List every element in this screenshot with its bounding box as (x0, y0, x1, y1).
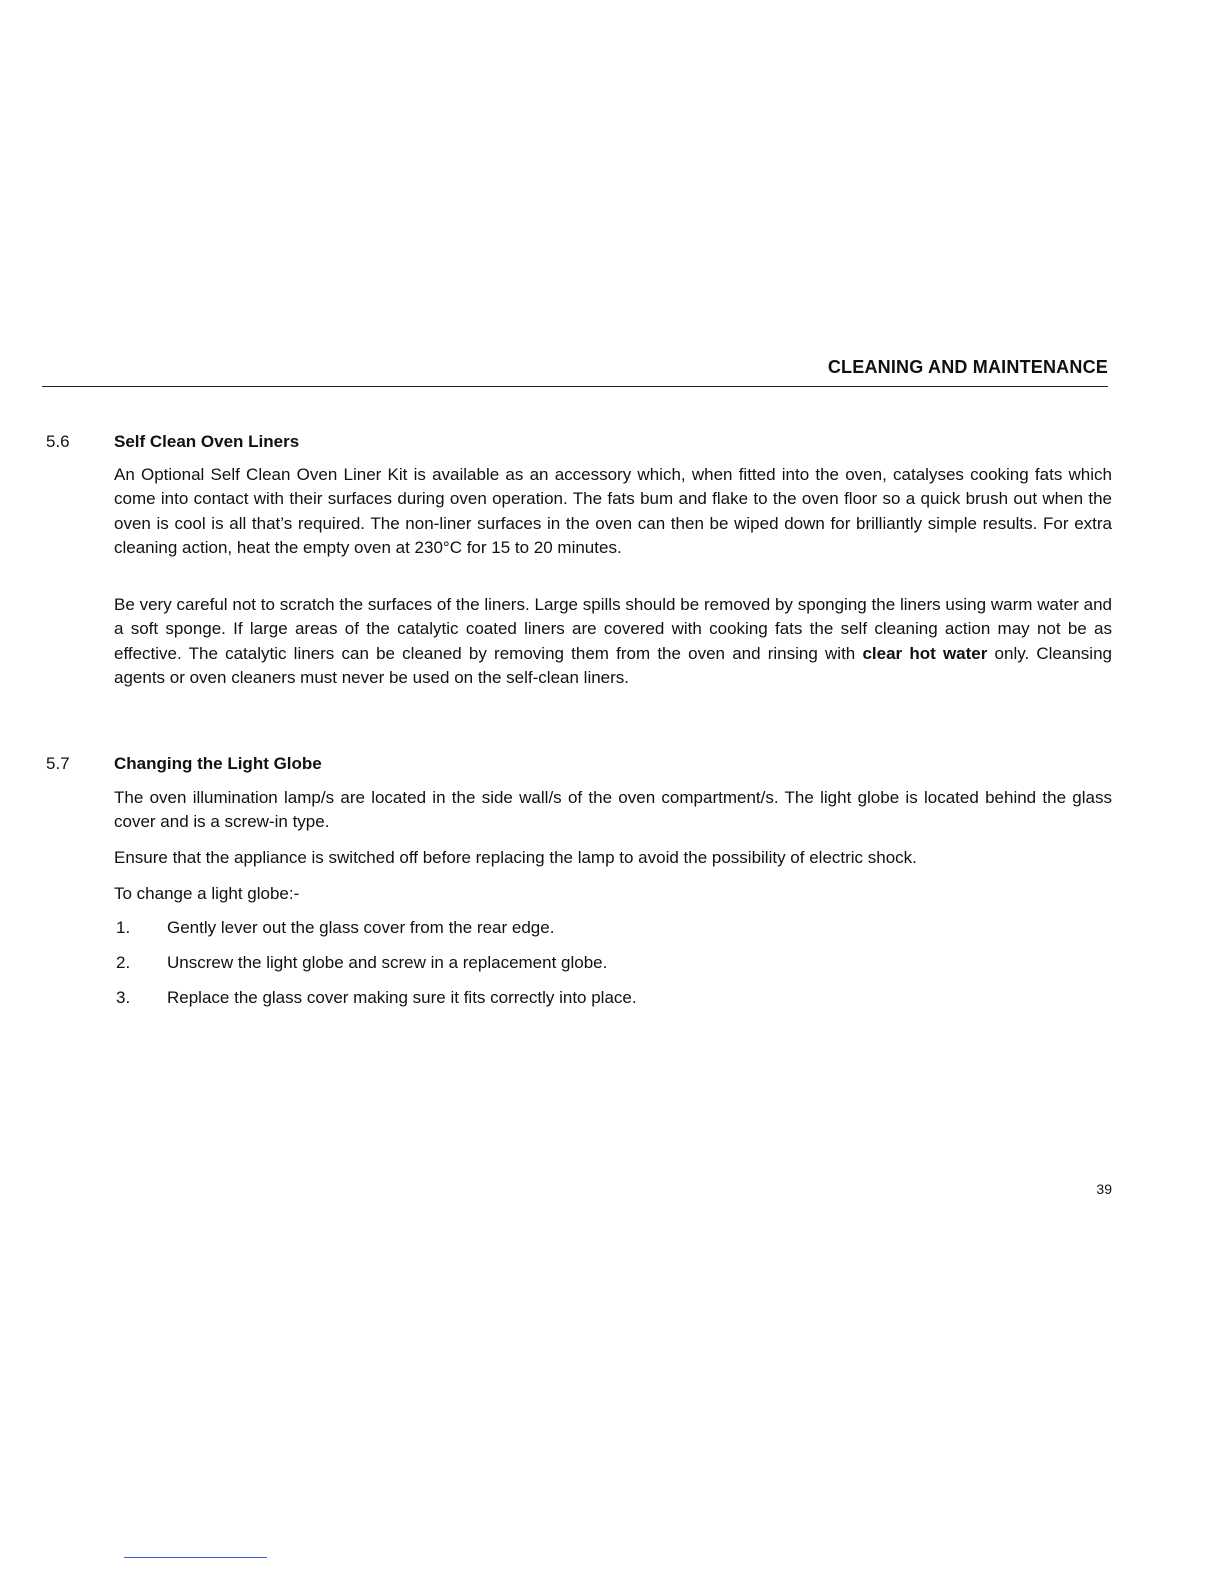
section-paragraph: The oven illumination lamp/s are located in the side wall/s of the oven compartment/s. The light globe is located behind the glass cover and is a screw-in type. (114, 788, 1112, 832)
section-number: 5.7 (46, 754, 70, 773)
list-item-text: Gently lever out the glass cover from the rear edge. (167, 918, 555, 937)
footer-rule (124, 1557, 267, 1558)
list-item-text: Unscrew the light globe and screw in a replacement globe. (167, 953, 608, 972)
section-number: 5.6 (46, 432, 70, 451)
paragraph-text: only. Cleansing agents or oven cleaners must never be used on the self-clean liners. (114, 643, 1112, 687)
list-item-number: 1. (116, 918, 131, 937)
section-paragraph: Ensure that the appliance is switched off before replacing the lamp to avoid the possibility of electric shock. (114, 848, 917, 867)
section-title: Changing the Light Globe (114, 754, 322, 773)
paragraph-text: Be very careful not to scratch the surfaces of the liners. Large spills should be removed by sponging the liners using warm water and a soft sponge. If large areas of the catalytic coated liners are covered with cooking fats the self cleaning action may not be as effective. The catalytic liners can be cleaned by removing them from the oven and rinsing with (114, 595, 1112, 663)
section-paragraph (114, 593, 1112, 690)
page-header-title: CLEANING AND MAINTENANCE (827, 357, 1108, 377)
section-title: Self Clean Oven Liners (114, 432, 300, 451)
header-rule (42, 386, 1108, 387)
list-item-number: 3. (116, 988, 131, 1007)
page-number: 39 (1096, 1181, 1112, 1197)
section-paragraph: An Optional Self Clean Oven Liner Kit is available as an accessory which, when fitted into the oven, catalyses cooking fats which come into contact with their surfaces during oven operation. The fats bum and flake to the oven floor so a quick brush out when the oven is cool is all that’s required. The non-liner surfaces in the oven can then be wiped down for brilliantly simple results. For extra cleaning action, heat the empty oven at 230°C for 15 to 20 minutes. (114, 465, 1112, 557)
list-item-number: 2. (116, 953, 131, 972)
list-item-text: Replace the glass cover making sure it fits correctly into place. (167, 988, 637, 1007)
section-paragraph: To change a light globe:- (114, 884, 300, 903)
emphasis-text: clear hot water (862, 643, 988, 663)
